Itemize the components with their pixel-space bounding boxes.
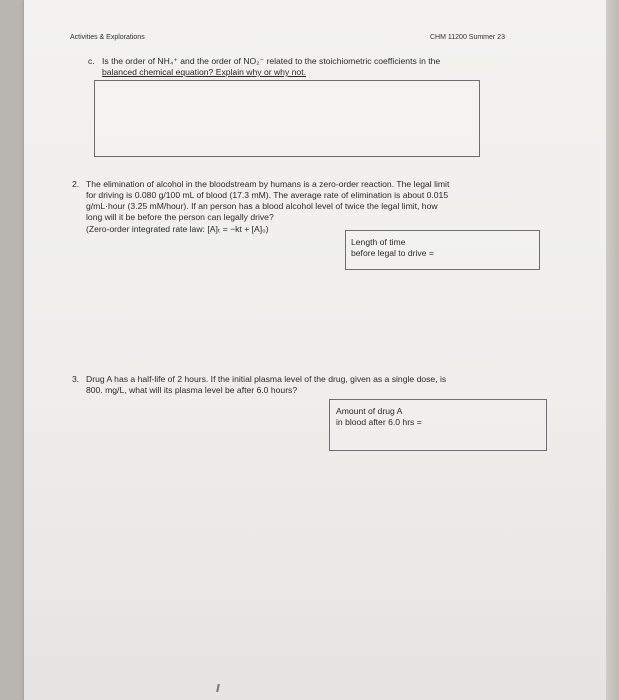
question-2-line1: The elimination of alcohol in the bloodstream by humans is a zero-order reaction. The legal limit — [86, 179, 450, 189]
question-c-line1: Is the order of NH₄⁺ and the order of NO₂⁻ related to the stoichiometric coefficients in the — [102, 56, 441, 66]
header-course-code: CHM 11200 Summer 23 — [430, 34, 505, 41]
question-3-line1: Drug A has a half-life of 2 hours. If the initial plasma level of the drug, given as a single dose, is — [86, 374, 447, 384]
answer-box-c[interactable] — [94, 80, 480, 157]
answer-box-2-label: Length of time before legal to drive = — [351, 237, 434, 258]
page-edge — [606, 0, 619, 700]
answer-box-3[interactable] — [329, 399, 547, 451]
question-2-number: 2. — [72, 179, 80, 189]
question-c-line2 — [102, 67, 306, 78]
question-c-label: c. — [88, 56, 95, 66]
question-2-line4: long will it be before the person can legally drive? — [86, 212, 274, 222]
question-2-rate-law: (Zero-order integrated rate law: [A]ₜ = −kt + [A]₀) — [86, 224, 269, 234]
answer-box-2[interactable] — [345, 230, 540, 270]
question-3-line2: 800. mg/L, what will its plasma level be after 6.0 hours? — [86, 385, 298, 395]
question-2-line3: g/mL·hour (3.25 mM/hour). If an person has a blood alcohol level of twice the legal limit, how — [86, 201, 438, 211]
answer-box-3-label: Amount of drug A in blood after 6.0 hrs = — [336, 406, 422, 427]
question-c-line2-text: balanced chemical equation? Explain why or why not. — [102, 67, 306, 77]
header-course-section: Activities & Explorations — [70, 34, 145, 41]
question-2-line2: for driving is 0.080 g/100 mL of blood (17.3 mM). The average rate of elimination is about 0.015 — [86, 190, 449, 200]
question-3-number: 3. — [72, 374, 80, 384]
